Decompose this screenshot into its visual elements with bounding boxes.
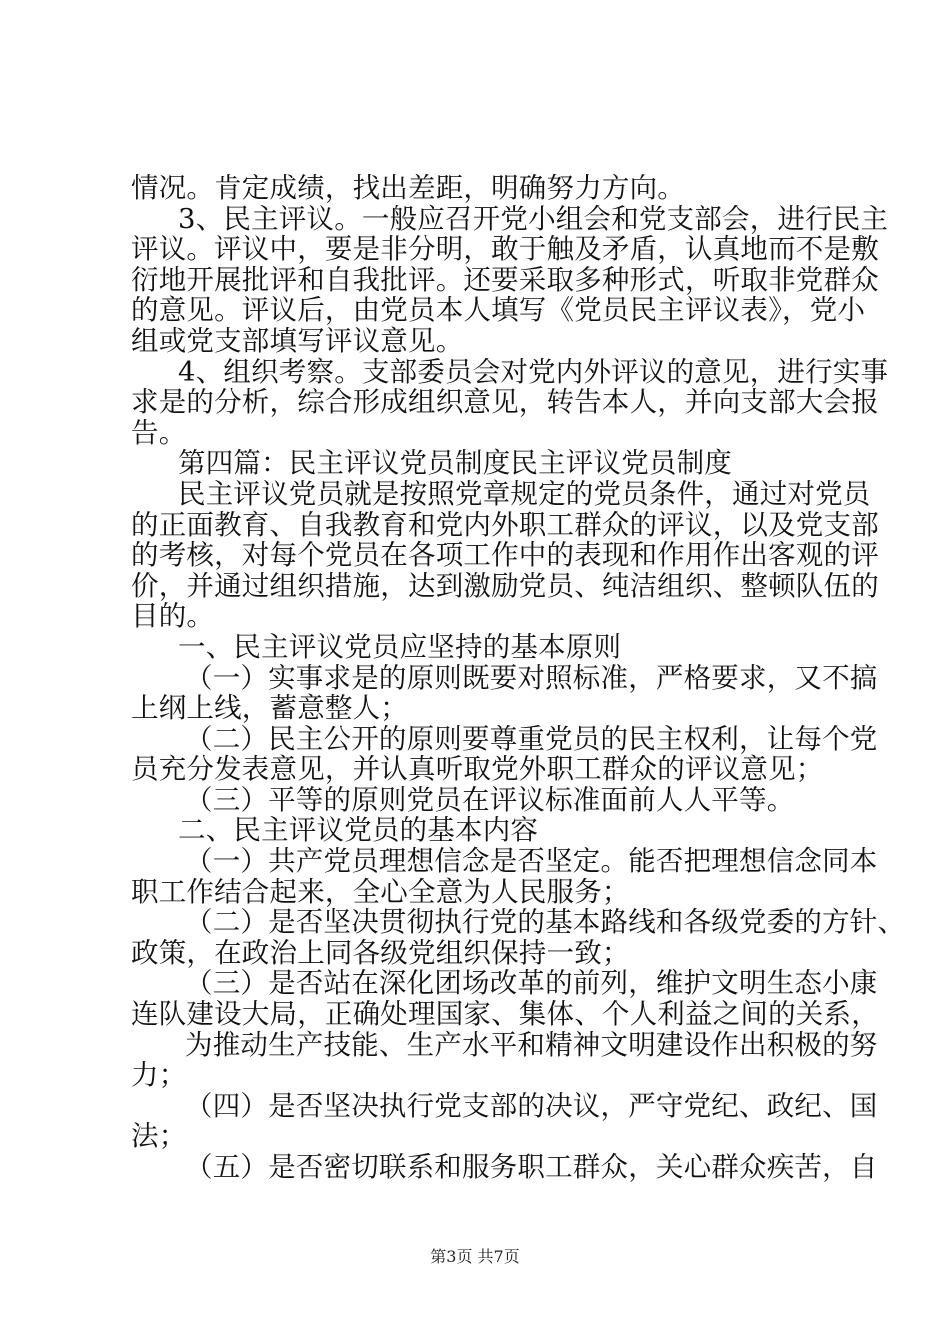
text-line: 一、民主评议党员应坚持的基本原则 <box>178 631 622 663</box>
text-line: 的意见。评议后，由党员本人填写《党员民主评议表》，党小 <box>131 294 866 326</box>
text-line: 评议。评议中，要是非分明，敢于触及矛盾，认真地而不是敷 <box>131 233 879 265</box>
page-number-footer: 第3页 共7页 <box>430 1247 520 1266</box>
text-line: 告。 <box>131 417 187 449</box>
text-line: 政策，在政治上同各级党组织保持一致； <box>131 937 630 969</box>
text-line: 价，并通过组织措施，达到激励党员、纯洁组织、整顿队伍的 <box>131 570 879 602</box>
text-line: 民主评议党员就是按照党章规定的党员条件，通过对党员 <box>178 478 871 510</box>
text-line: 4、组织考察。支部委员会对党内外评议的意见，进行实事 <box>178 356 889 388</box>
section-heading: 第四篇：民主评议党员制度民主评议党员制度 <box>178 447 732 479</box>
text-line: （三）是否站在深化团场改革的前列，维护文明生态小康 <box>185 967 878 999</box>
text-line: （二）民主公开的原则要尊重党员的民主权利，让每个党 <box>185 723 878 755</box>
text-line: 情况。肯定成绩，找出差距，明确努力方向。 <box>131 172 685 204</box>
text-line: 力； <box>131 1059 187 1091</box>
text-line: （三）平等的原则党员在评议标准面前人人平等。 <box>185 784 795 816</box>
text-line: 3、民主评议。一般应召开党小组会和党支部会，进行民主 <box>178 203 889 235</box>
text-line: 职工作结合起来，全心全意为人民服务； <box>131 876 630 908</box>
text-line: 衍地开展批评和自我批评。还要采取多种形式，听取非党群众 <box>131 264 879 296</box>
text-line: 员充分发表意见，并认真听取党外职工群众的评议意见； <box>131 753 824 785</box>
text-line: （二）是否坚决贯彻执行党的基本路线和各级党委的方针、 <box>185 906 906 938</box>
text-line: 组或党支部填写评议意见。 <box>131 325 464 357</box>
text-line: （四）是否坚决执行党支部的决议，严守党纪、政纪、国 <box>185 1090 878 1122</box>
text-line: 为推动生产技能、生产水平和精神文明建设作出积极的努 <box>185 1029 878 1061</box>
text-line: 的考核，对每个党员在各项工作中的表现和作用作出客观的评 <box>131 539 879 571</box>
text-line: 求是的分析，综合形成组织意见，转告本人，并向支部大会报 <box>131 386 879 418</box>
text-line: 上纲上线，蓄意整人； <box>131 692 408 724</box>
text-line: 二、民主评议党员的基本内容 <box>178 814 539 846</box>
text-line: 法； <box>131 1120 187 1152</box>
text-line: 连队建设大局，正确处理国家、集体、个人利益之间的关系， <box>131 998 879 1030</box>
text-line: （五）是否密切联系和服务职工群众，关心群众疾苦，自 <box>185 1151 878 1183</box>
text-line: 的正面教育、自我教育和党内外职工群众的评议，以及党支部 <box>131 509 879 541</box>
text-line: 目的。 <box>131 600 215 632</box>
text-line: （一）共产党员理想信念是否坚定。能否把理想信念同本 <box>185 845 878 877</box>
text-line: （一）实事求是的原则既要对照标准，严格要求，又不搞 <box>185 662 878 694</box>
